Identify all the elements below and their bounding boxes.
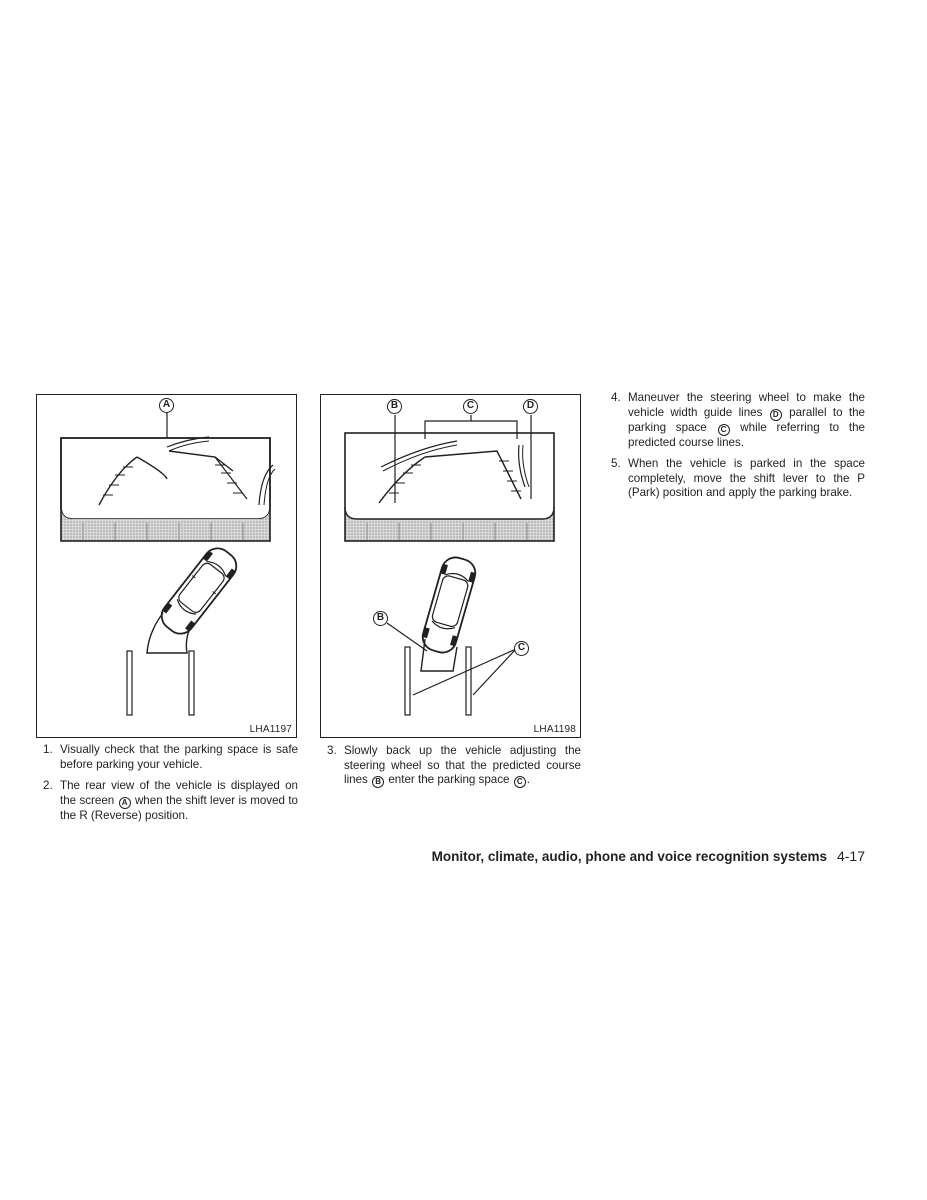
monitor-screen bbox=[61, 437, 275, 541]
step-number: 5. bbox=[611, 457, 621, 470]
step-number: 3. bbox=[327, 744, 337, 757]
step-text: Slowly back up the vehicle adjusting the steering wheel so that the predicted course lines bbox=[344, 744, 581, 786]
step-5 bbox=[608, 457, 865, 501]
car-illustration bbox=[419, 554, 478, 656]
step-2 bbox=[40, 779, 298, 823]
step-text: parallel to the parking space bbox=[628, 405, 866, 434]
page-footer bbox=[432, 848, 865, 864]
column-1 bbox=[40, 743, 298, 830]
reference-b: B bbox=[372, 776, 384, 788]
car-illustration bbox=[156, 543, 242, 640]
parking-space bbox=[127, 651, 194, 715]
step-number: 1. bbox=[43, 743, 53, 756]
step-text: enter the parking space bbox=[388, 773, 510, 786]
step-text: Visually check that the parking space is safe before parking your vehicle. bbox=[60, 743, 298, 771]
column-2 bbox=[324, 744, 581, 795]
callout-a: A bbox=[159, 398, 174, 413]
callout-c-bottom: C bbox=[514, 641, 529, 656]
step-text: . bbox=[526, 773, 530, 786]
step-text: When the vehicle is parked in the space completely, move the shift lever to the P (Park) position and apply the parking brake. bbox=[628, 457, 865, 499]
reference-c: C bbox=[718, 424, 730, 436]
step-text: Maneuver the steering wheel to make the vehicle width guide lines bbox=[628, 391, 865, 419]
step-text: The rear view of the vehicle is displayed on the screen bbox=[60, 779, 298, 807]
step-3 bbox=[324, 744, 581, 788]
step-text: when the shift lever is moved to the R (Reverse) position. bbox=[60, 793, 298, 822]
monitor-screen bbox=[345, 433, 554, 541]
figure-lha1198 bbox=[320, 394, 581, 738]
step-4 bbox=[608, 391, 865, 450]
figure-lha1197 bbox=[36, 394, 297, 738]
figure-id: LHA1198 bbox=[533, 724, 576, 735]
reference-c: C bbox=[514, 776, 526, 788]
step-text: while referring to the predicted course lines. bbox=[628, 420, 865, 449]
step-number: 4. bbox=[611, 391, 621, 404]
parking-space bbox=[405, 647, 471, 715]
callout-c-top: C bbox=[463, 399, 478, 414]
section-title: Monitor, climate, audio, phone and voice recognition systems bbox=[431, 849, 827, 864]
figure-id: LHA1197 bbox=[249, 724, 292, 735]
reference-d: D bbox=[770, 409, 782, 421]
step-number: 2. bbox=[43, 779, 53, 792]
callout-b-bottom: B bbox=[373, 611, 388, 626]
callout-d-top: D bbox=[523, 399, 538, 414]
reference-a: A bbox=[119, 797, 131, 809]
column-3 bbox=[608, 391, 865, 508]
step-1 bbox=[40, 743, 298, 772]
rear-view-illustration-1 bbox=[37, 395, 296, 737]
rear-view-illustration-2 bbox=[321, 395, 580, 737]
callout-b-top: B bbox=[387, 399, 402, 414]
page-number: 4-17 bbox=[836, 848, 865, 864]
